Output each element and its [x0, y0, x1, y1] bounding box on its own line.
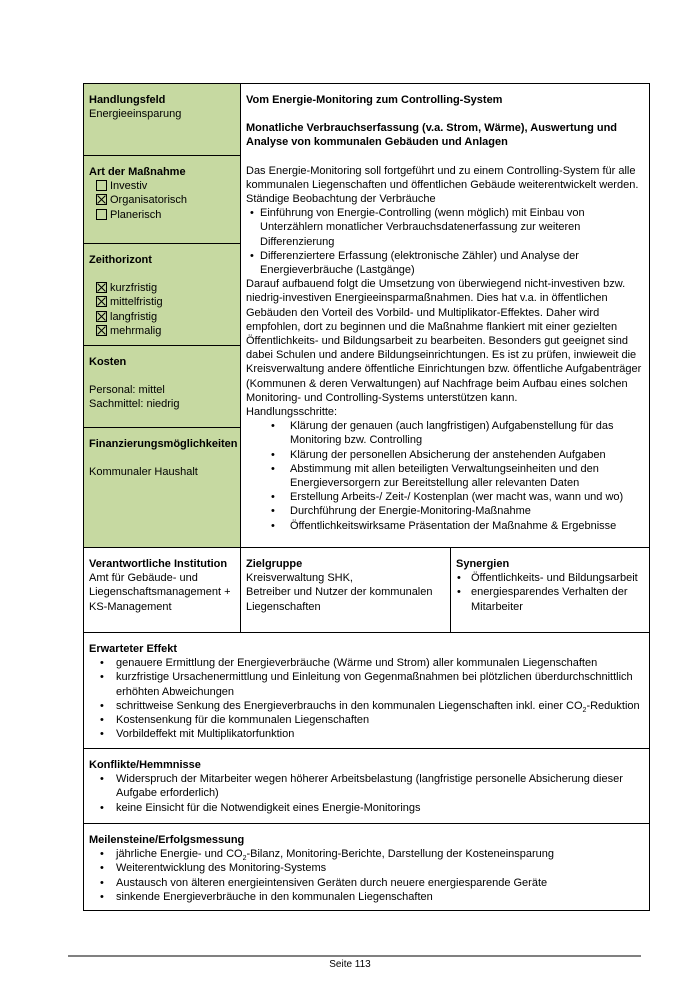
synergien-heading: Synergien: [456, 558, 510, 570]
synergien-list: [456, 571, 644, 614]
list-item: • Differenziertere Erfassung (elektronische Zähler) und Analyse der Energieverbräuche (Lastgänge): [246, 249, 643, 277]
handlungsfeld-heading: Handlungsfeld: [89, 94, 166, 106]
meilensteine-list: [89, 847, 644, 904]
list-item: • kurzfristige Ursachenermittlung und Einleitung von Gegenmaßnahmen bei plötzlichen überdurchschnittlich erhöhten Abweichungen: [89, 670, 644, 698]
list-item: • jährliche Energie- und $CO_2$-Bilanz, Monitoring-Berichte, Darstellung der Kosteneinsparung: [89, 847, 644, 861]
effekt-row: [84, 633, 649, 749]
left-column: [84, 84, 241, 547]
meilensteine-row: [84, 824, 649, 910]
handlungsfeld-cell: [84, 84, 240, 156]
zeit-option-kurzfristig: kurzfristig: [89, 281, 235, 295]
kosten-personal: Personal: mittel: [89, 384, 165, 397]
list-item: • Erstellung Arbeits-/ Zeit-/ Kostenplan (wer macht was, wann und wo): [246, 490, 643, 504]
list-item: • Vorbildeffekt mit Multiplikatorfunktion: [89, 727, 644, 741]
list-item: • Klärung der personellen Absicherung der anstehenden Aufgaben: [246, 448, 643, 462]
checked-checkbox-icon: [96, 296, 107, 307]
measure-sheet: [83, 83, 650, 911]
finanzierung-value: Kommunaler Haushalt: [89, 466, 198, 479]
finanzierung-cell: [84, 428, 240, 547]
checked-checkbox-icon: [96, 311, 107, 322]
konflikte-list: [89, 772, 644, 815]
list-item: • keine Einsicht für die Notwendigkeit eines Energie-Monitorings: [89, 801, 644, 815]
effekt-heading: Erwarteter Effekt: [89, 643, 178, 655]
handlungsfeld-value: Energieeinsparung: [89, 108, 182, 121]
zeit-option-mehrmalig: mehrmalig: [89, 324, 235, 338]
checked-checkbox-icon: [96, 194, 107, 205]
art-option-investiv: Investiv: [89, 179, 235, 193]
page-number: Seite 113: [329, 959, 371, 970]
effekt-cell: [84, 633, 649, 748]
synergien-cell: [451, 548, 649, 632]
meilensteine-cell: [84, 824, 649, 910]
measure-intro: Das Energie-Monitoring soll fortgeführt und zu einem Controlling-System für alle kommunalen Liegenschaften und öffentlichen Gebäude weiterentwickelt werden. Ständige Beobachtung der Verbräuche: [246, 164, 639, 206]
zeithorizont-heading: Zeithorizont: [89, 254, 152, 266]
list-item: • sinkende Energieverbräuche in den kommunalen Liegenschaften: [89, 890, 644, 904]
institution-value: Amt für Gebäude- und Liegenschaftsmanagement + KS-Management: [89, 572, 231, 613]
list-item: • genauere Ermittlung der Energieverbräuche (Wärme und Strom) aller kommunalen Liegenschaften: [89, 656, 644, 670]
checkbox-icon: [96, 209, 107, 220]
steps-list: [246, 419, 643, 533]
institution-cell: [84, 548, 241, 632]
zeit-option-mittelfristig: mittelfristig: [89, 295, 235, 309]
konflikte-heading: Konflikte/Hemmnisse: [89, 759, 201, 771]
kosten-heading: Kosten: [89, 356, 127, 368]
monitoring-sub-list: [246, 206, 643, 277]
checkbox-icon: [96, 180, 107, 191]
list-item: • Abstimmung mit allen beteiligten Verwaltungseinheiten und den Energieversorgern zur Bereitstellung aller relevanten Daten: [246, 462, 643, 490]
checked-checkbox-icon: [96, 325, 107, 336]
list-item: • Durchführung der Energie-Monitoring-Maßnahme: [246, 504, 643, 518]
kosten-sachmittel: Sachmittel: niedrig: [89, 398, 180, 411]
effekt-list: [89, 656, 644, 741]
finanzierung-heading: Finanzierungsmöglichkeiten: [89, 438, 238, 450]
list-item: • energiesparendes Verhalten der Mitarbeiter: [456, 585, 644, 613]
list-item: • Austausch von älteren energieintensiven Geräten durch neuere energiesparende Geräte: [89, 876, 644, 890]
list-item: • Öffentlichkeits- und Bildungsarbeit: [456, 571, 644, 585]
top-row: [84, 84, 649, 548]
list-item: • schrittweise Senkung des Energieverbrauchs in den kommunalen Liegenschaften inkl. einer $CO_2$-Reduktion: [89, 699, 644, 713]
zeithorizont-cell: [84, 244, 240, 346]
list-item: • Widerspruch der Mitarbeiter wegen höherer Arbeitsbelastung (langfristige personelle Absicherung dieser Aufgabe erforderlich): [89, 772, 644, 800]
responsibility-row: [84, 548, 649, 633]
zielgruppe-heading: Zielgruppe: [246, 558, 303, 570]
art-option-organisatorisch: Organisatorisch: [89, 193, 235, 207]
art-heading: Art der Maßnahme: [89, 166, 186, 178]
konflikte-cell: [84, 749, 649, 823]
institution-heading: Verantwortliche Institution: [89, 558, 228, 570]
description-column: [241, 84, 649, 547]
zielgruppe-line1: Kreisverwaltung SHK,: [246, 572, 353, 585]
art-option-planerisch: Planerisch: [89, 208, 235, 222]
measure-title: Vom Energie-Monitoring zum Controlling-System: [246, 94, 503, 106]
list-item: • Weiterentwicklung des Monitoring-Systems: [89, 861, 644, 875]
zeit-option-langfristig: langfristig: [89, 310, 235, 324]
steps-heading: Handlungsschritte:: [246, 406, 338, 419]
measure-body: Darauf aufbauend folgt die Umsetzung von überwiegend nicht-investiven bzw. niedrig-investiven Energieeinsparmaßnahmen. Dies hat v.a. in öffentlichen Gebäuden den Vorteil des Vorbild- und Multiplikator-Effektes. Daher wird empfohlen, dort zu beginnen und die Maßnahme flankiert mit einer gezielten Öffentlichkeits- und Bildungsarbeit zu bearbeiten. Besonders gut geeignet sind dabei Schulen und andere Bildungseinrichtungen. Es ist zu prüfen, inwieweit die Kreisverwaltung andere öffentliche Einrichtungen bzw. öffentliche Aufgabenträger (Kommunen & deren Verwaltungen) auf Nachfrage beim Aufbau eines solchen Monitoring- und Controlling-Systems unterstützen kann.: [246, 278, 642, 404]
list-item: • Öffentlichkeitswirksame Präsentation der Maßnahme & Ergebnisse: [246, 519, 643, 533]
measure-subtitle: Monatliche Verbrauchserfassung (v.a. Strom, Wärme), Auswertung und Analyse von kommunalen Gebäuden und Anlagen: [246, 122, 618, 149]
zielgruppe-cell: [241, 548, 451, 632]
meilensteine-heading: Meilensteine/Erfolgsmessung: [89, 834, 245, 846]
list-item: • Kostensenkung für die kommunalen Liegenschaften: [89, 713, 644, 727]
list-item: • Einführung von Energie-Controlling (wenn möglich) mit Einbau von Unterzählern monatlicher Verbrauchsdatenerfassung zur weiteren Differenzierung: [246, 206, 643, 249]
checked-checkbox-icon: [96, 282, 107, 293]
kosten-cell: [84, 346, 240, 428]
zielgruppe-line2: Betreiber und Nutzer der kommunalen Liegenschaften: [246, 586, 433, 613]
footer-divider: [68, 955, 641, 957]
konflikte-row: [84, 749, 649, 824]
art-cell: [84, 156, 240, 244]
list-item: • Klärung der genauen (auch langfristigen) Aufgabenstellung für das Monitoring bzw. Controlling: [246, 419, 643, 447]
